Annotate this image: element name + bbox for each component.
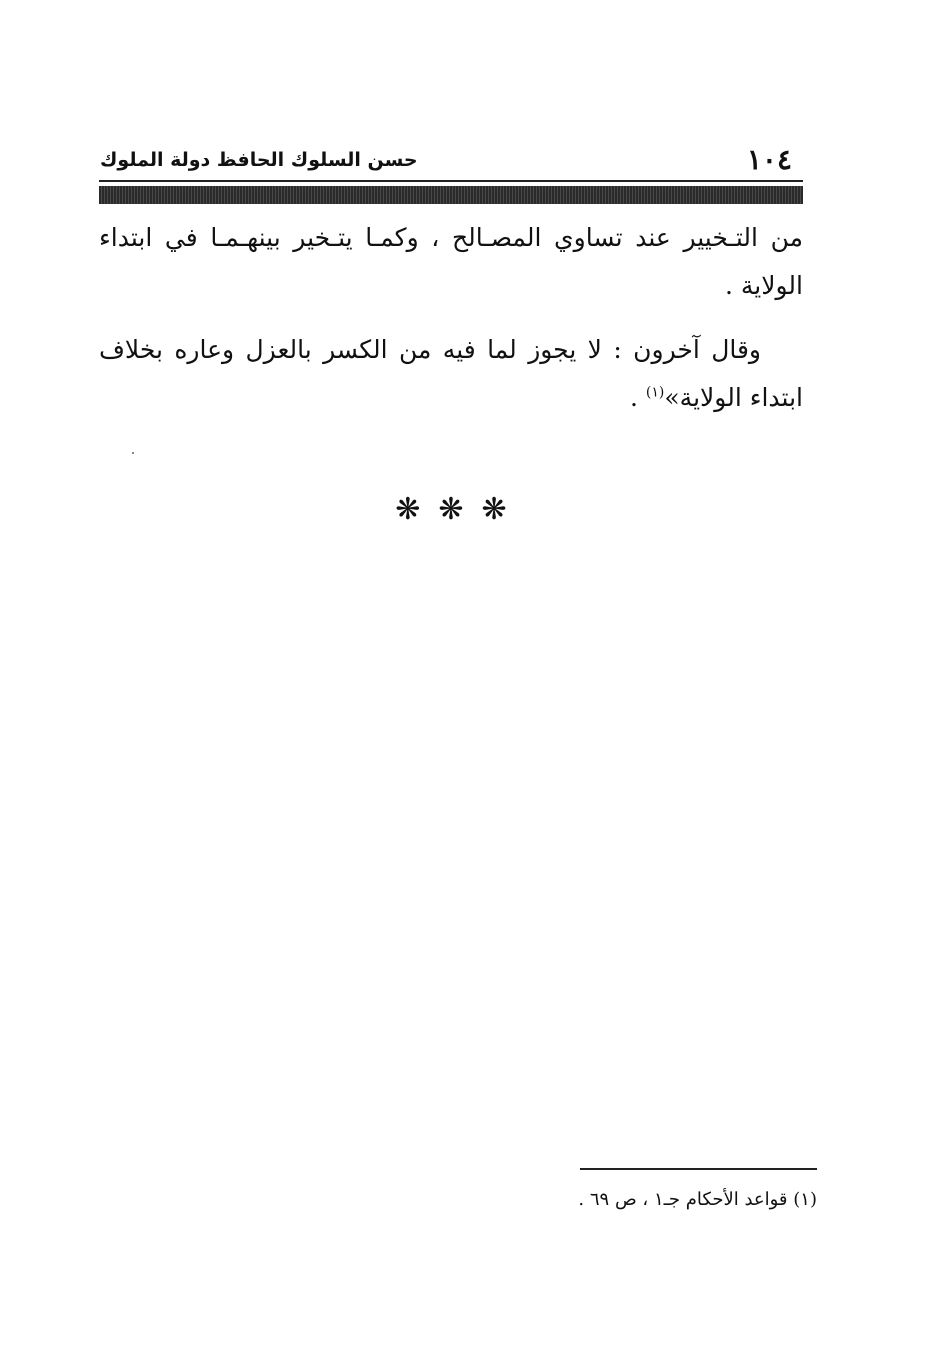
section-separator: ❋❋❋ <box>395 492 525 527</box>
header-rule-thin <box>99 180 803 182</box>
header-rule-thick <box>99 186 803 204</box>
footnote-reference: (١) <box>645 384 665 401</box>
paragraph-2 <box>99 326 803 422</box>
paragraph-2-text: وقال آخرون : لا يجوز لما فيه من الكسر بالعزل وعاره بخلاف ابتداء الولاية» <box>99 335 803 412</box>
paragraph-1: من التـخيير عند تساوي المصـالح ، وكمـا يتـخير بينهـمـا في ابتداء الولاية . <box>99 223 803 300</box>
book-title: حسن السلوك الحافظ دولة الملوك <box>100 149 418 171</box>
scan-speck <box>132 452 134 454</box>
running-header <box>100 140 802 180</box>
footnote: (١) قواعد الأحكام جـ١ ، ص ٦٩ . <box>578 1189 817 1210</box>
paragraph-2-end: . <box>630 383 646 412</box>
footnote-rule <box>580 1168 817 1170</box>
page-number: ١٠٤ <box>746 143 792 176</box>
